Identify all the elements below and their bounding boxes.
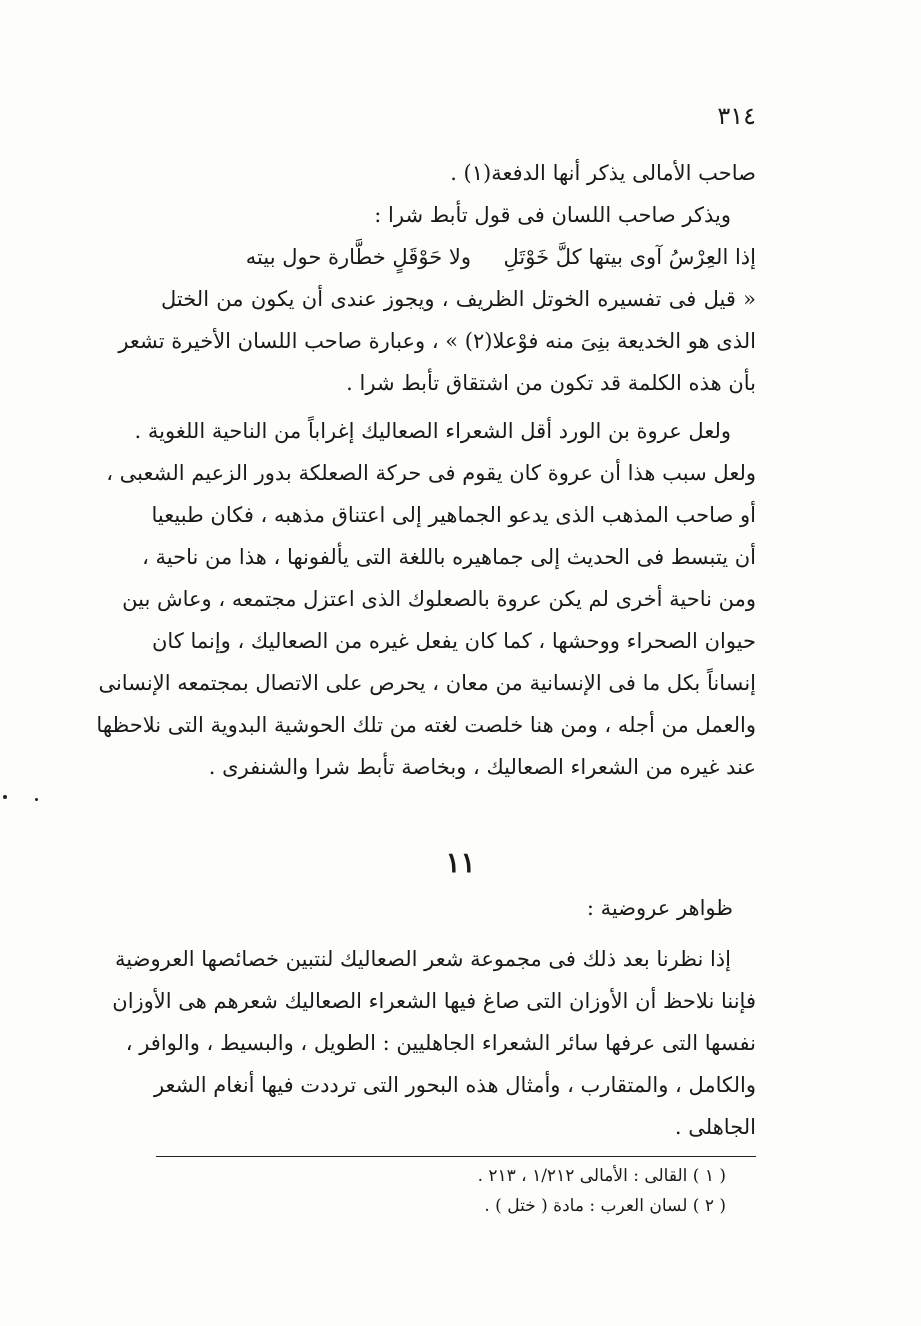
text-line: بأن هذه الكلمة قد تكون من اشتقاق تأبط شرا . (346, 371, 756, 395)
text-line: الذى هو الخديعة بنِىَ منه فوْعلا(٢) » ، وعبارة صاحب اللسان الأخيرة تشعر (118, 329, 756, 353)
text-line: ويذكر صاحب اللسان فى قول تأبط شرا : (374, 203, 731, 227)
text-line: أو صاحب المذهب الذى يدعو الجماهير إلى اعتناق مذهبه ، فكان طبيعيا (151, 503, 756, 527)
text-line: حيوان الصحراء ووحشها ، كما كان يفعل غيره من الصعاليك ، وإنما كان (151, 629, 756, 653)
section-heading: ظواهر عروضية : (586, 896, 733, 920)
text-line: إنساناً بكل ما فى الإنسانية من معان ، يحرص على الاتصال بمجتمعه الإنسانى (98, 671, 756, 695)
section-number: ١١ (445, 846, 476, 879)
text-line: والكامل ، والمتقارب ، وأمثال هذه البحور التى ترددت فيها أنغام الشعر (153, 1073, 756, 1097)
text-line: فإننا نلاحظ أن الأوزان التى صاغ فيها الشعراء الصعاليك شعرهم هى الأوزان (112, 989, 756, 1013)
scan-speck (35, 798, 38, 801)
footnote-separator (156, 1156, 756, 1157)
text-line: ومن ناحية أخرى لم يكن عروة بالصعلوك الذى اعتزل مجتمعه ، وعاش بين (122, 587, 756, 611)
verse-left-hemistich: ولا حَوْقَلٍ خطَّارة حول بيته (245, 245, 471, 269)
text-line: إذا نظرنا بعد ذلك فى مجموعة شعر الصعاليك لنتبين خصائصها العروضية (115, 947, 731, 971)
scan-speck (3, 795, 7, 799)
text-line: والعمل من أجله ، ومن هنا خلصت لغته من تلك الحوشية البدوية التى نلاحظها (96, 713, 756, 737)
verse-right-hemistich: إذا العِرْسُ آوى بيتها كلَّ خَوْتَلِ (503, 245, 756, 269)
text-line: ولعل سبب هذا أن عروة كان يقوم فى حركة الصعلكة بدور الزعيم الشعبى ، (106, 461, 756, 485)
footnote-2: ( ٢ ) لسان العرب : مادة ( ختل ) . (484, 1196, 726, 1216)
page-number: ٣١٤ (717, 102, 756, 130)
text-line: نفسها التى عرفها سائر الشعراء الجاهليين : الطويل ، والبسيط ، والوافر ، (125, 1031, 756, 1055)
text-line: صاحب الأمالى يذكر أنها الدفعة(١) . (450, 161, 756, 185)
footnote-1: ( ١ ) القالى : الأمالى ١/٢١٢ ، ٢١٣ . (477, 1166, 726, 1186)
text-line: « قيل فى تفسيره الخوتل الظريف ، ويجوز عندى أن يكون من الختل (161, 287, 756, 311)
text-line: أن يتبسط فى الحديث إلى جماهيره باللغة التى يألفونها ، هذا من ناحية ، (142, 545, 756, 569)
text-line: عند غيره من الشعراء الصعاليك ، وبخاصة تأبط شرا والشنفرى . (208, 755, 756, 779)
text-line: الجاهلى . (674, 1115, 756, 1139)
text-line: ولعل عروة بن الورد أقل الشعراء الصعاليك إغراباً من الناحية اللغوية . (134, 419, 731, 443)
